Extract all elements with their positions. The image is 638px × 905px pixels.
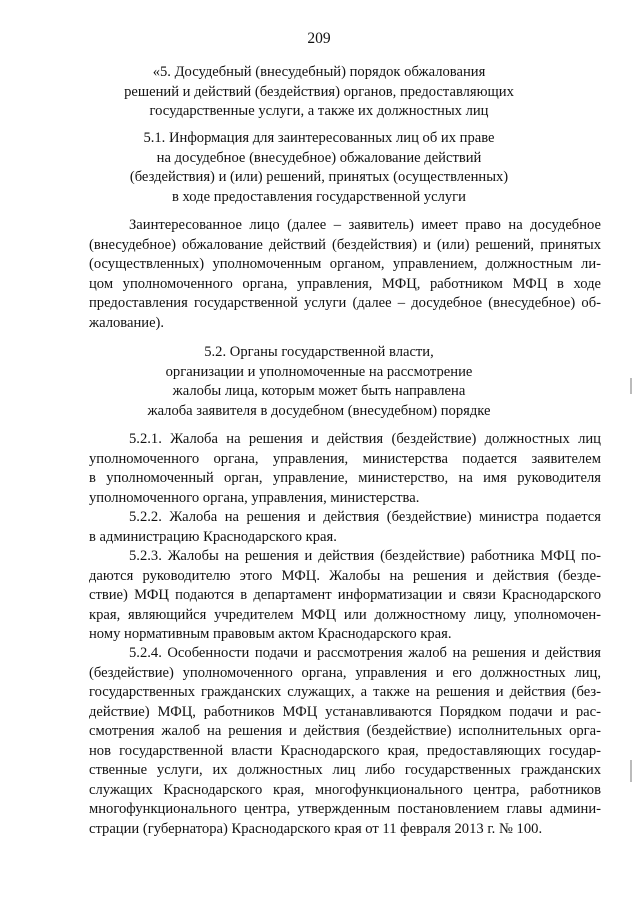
- title-line: государственные услуги, а также их должностных лиц: [149, 103, 489, 119]
- page-number: 209: [307, 30, 331, 47]
- text-line: многофункционального центра, утвержденным постановлением главы админи-: [89, 801, 601, 817]
- scan-artifact: [630, 378, 632, 394]
- text-line: действие) МФЦ, работников МФЦ устанавливаются Порядком подачи и рас-: [89, 703, 601, 720]
- section-5-title: [0, 63, 638, 122]
- text-line: края, являющийся учредителем МФЦ или должностному лицу, уполномочен-: [89, 606, 601, 623]
- title-line: решений и действий (бездействия) органов, предоставляющих: [124, 83, 514, 100]
- text-line: служащих Краснодарского края, многофункционального центра, работников: [89, 781, 601, 798]
- title-line: в ходе предоставления государственной услуги: [172, 188, 466, 205]
- title-line: организации и уполномоченные на рассмотрение: [165, 363, 473, 380]
- text-line: 5.2.3. Жалобы на решения и действия (бездействие) работника МФЦ по-: [129, 548, 601, 564]
- text-line: государственных гражданских служащих, а также на решения и действия (без-: [89, 684, 601, 700]
- text-line: 5.2.1. Жалоба на решения и действия (бездействие) должностных лиц: [129, 431, 601, 447]
- title-line: жалоба заявителя в досудебном (внесудебном) порядке: [147, 402, 491, 419]
- paragraph-5-2-3: [89, 547, 601, 645]
- text-line: страции (губернатора) Краснодарского края от 11 февраля 2013 г. № 100.: [89, 820, 543, 837]
- title-line: (бездействия) и (или) решений, принятых (осуществленных): [129, 169, 509, 185]
- paragraph-5-2-4: [89, 644, 601, 839]
- section-5-2-title: [0, 343, 638, 421]
- text-line: 5.2.4. Особенности подачи и рассмотрения жалоб на решения и действия: [129, 645, 601, 661]
- text-line: нов государственной власти Краснодарского края, предоставляющих государ-: [89, 742, 601, 759]
- text-line: (осуществленных) уполномоченным органом, управлением, должностным ли-: [89, 256, 601, 272]
- title-line: 5.1. Информация для заинтересованных лиц об их праве: [143, 130, 495, 146]
- text-line: даются руководителю этого МФЦ. Жалобы на решения и действия (безде-: [89, 567, 601, 584]
- section-5-1-paragraph: [89, 216, 601, 333]
- text-line: ному нормативным правовым актом Краснодарского края.: [89, 626, 452, 642]
- text-line: цом уполномоченного органа, управления, МФЦ, работником МФЦ в ходе: [89, 275, 601, 292]
- title-line: «5. Досудебный (внесудебный) порядок обжалования: [152, 64, 486, 80]
- text-line: уполномоченного органа, управления, министерства.: [89, 489, 420, 506]
- text-line: в уполномоченный орган, управление, министерство, на имя руководителя: [89, 470, 601, 486]
- paragraph-5-2-2: [89, 508, 601, 547]
- text-line: 5.2.2. Жалоба на решения и действия (бездействие) министра подается: [129, 509, 601, 525]
- text-line: уполномоченного органа, управления, министерства подается заявителем: [89, 450, 601, 467]
- paragraph-5-2-1: [89, 430, 601, 508]
- text-line: Заинтересованное лицо (далее – заявитель) имеет право на досудебное: [129, 217, 601, 233]
- text-line: ственные услуги, их должностных лиц либо государственных гражданских: [89, 762, 601, 778]
- title-line: 5.2. Органы государственной власти,: [204, 344, 434, 360]
- text-line: в администрацию Краснодарского края.: [89, 528, 337, 545]
- text-line: (внесудебное) обжалование действий (бездействия) и (или) решений, принятых: [89, 236, 601, 253]
- scan-artifact: [630, 760, 632, 782]
- text-line: смотрения жалоб на решения и действия (бездействие) исполнительных орга-: [89, 723, 601, 739]
- title-line: на досудебное (внесудебное) обжалование действий: [156, 149, 482, 166]
- text-line: ствие) МФЦ подаются в департамент информатизации и связи Краснодарского: [89, 587, 601, 603]
- section-5-1-title: [0, 129, 638, 207]
- text-line: (бездействие) уполномоченного органа, управления и его должностных лиц,: [89, 664, 601, 681]
- title-line: жалобы лица, которым может быть направлена: [172, 383, 466, 399]
- text-line: предоставления государственной услуги (далее – досудебное (внесудебное) об-: [89, 295, 601, 311]
- text-line: жалование).: [89, 314, 165, 331]
